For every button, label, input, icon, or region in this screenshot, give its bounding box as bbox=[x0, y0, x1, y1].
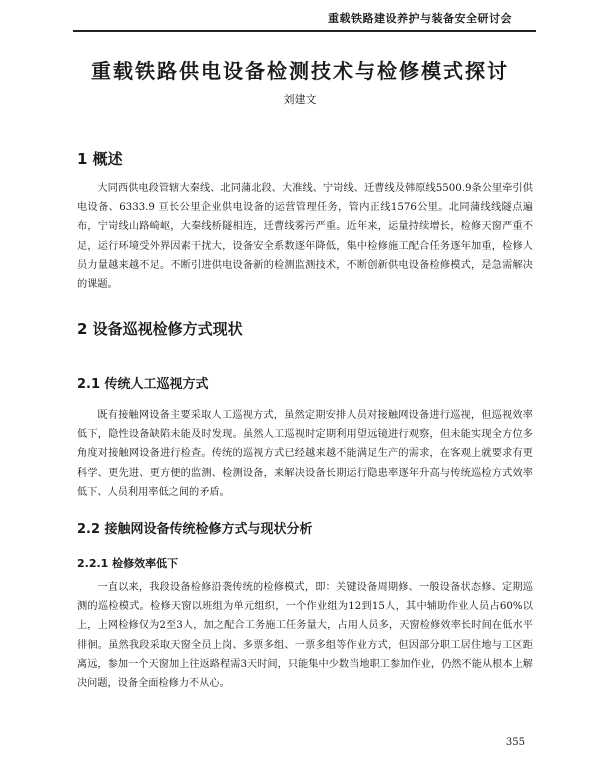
section-2-2-heading: 2.2 接触网设备传统检修方式与现状分析 bbox=[77, 522, 313, 537]
author: 刘建文 bbox=[283, 93, 317, 106]
section-2-2-1-heading: 2.2.1 检修效率低下 bbox=[77, 557, 179, 570]
header-rule bbox=[73, 30, 536, 32]
section-1-heading: 1 概述 bbox=[77, 150, 123, 168]
running-head: 重载铁路建设养护与装备安全研讨会 bbox=[328, 12, 512, 25]
section-2-2-1-paragraph: 一直以来，我段设备检修沿袭传统的检修模式，即：关键设备周期修、一般设备状态修、定期巡测的巡检模式。检修天窗以班组为单元组织，一个作业组为12到15人，其中辅助作业人员占60%以上，上网检修仅为2至3人，加之配合工务施工任务量大，占用人员多，天窗检修效率长时间在低水平徘徊。虽然我段采取天窗全员上岗、多票多组、一票多组等作业方式，但因部分职工居住地与工区距离远，参加一个天窗加上往返路程需3天时间，只能集中少数当地职工参加作业，仍然不能从根本上解决问题，设备全面检修力不从心。 bbox=[77, 582, 533, 690]
paper-title: 重载铁路供电设备检测技术与检修模式探讨 bbox=[91, 59, 509, 83]
section-2-1-heading: 2.1 传统人工巡视方式 bbox=[77, 377, 209, 392]
section-2-1-paragraph: 既有接触网设备主要采取人工巡视方式，虽然定期安排人员对接触网设备进行巡视，但巡视效率低下，隐性设备缺陷未能及时发现。虽然人工巡视时定期利用望远镜进行观察，但未能实现全方位多角度对接触网设备进行检查。传统的巡视方式已经越来越不能满足生产的需求，在客观上就要求有更科学、更先进、更方便的监测、检测设备，来解决设备长期运行隐患率逐年升高与传统巡检方式效率低下、人员利用率低之间的矛盾。 bbox=[77, 410, 533, 498]
page-number: 355 bbox=[505, 737, 525, 748]
section-1-paragraph: 大同西供电段管辖大秦线、北同蒲北段、大准线、宁岢线、迁曹线及韩原线5500.9条公里牵引供电设备、6333.9 亘长公里企业供电设备的运营管理任务，管内正线1576公里。北同蒲线线隧点遍布，宁岢线山路崎岖，大秦线桥隧相连，迁曹线雾污严重。近年来，运量持续增长，检修天窗严重不足，运行环境受外界因素干扰大，设备安全系数逐年降低，集中检修施工配合任务逐年加重，检修人员力量越来越不足。不断引进供电设备新的检测监测技术，不断创新供电设备检修模式，是急需解决的课题。 bbox=[77, 183, 533, 291]
section-2-heading: 2 设备巡视检修方式现状 bbox=[77, 320, 243, 338]
